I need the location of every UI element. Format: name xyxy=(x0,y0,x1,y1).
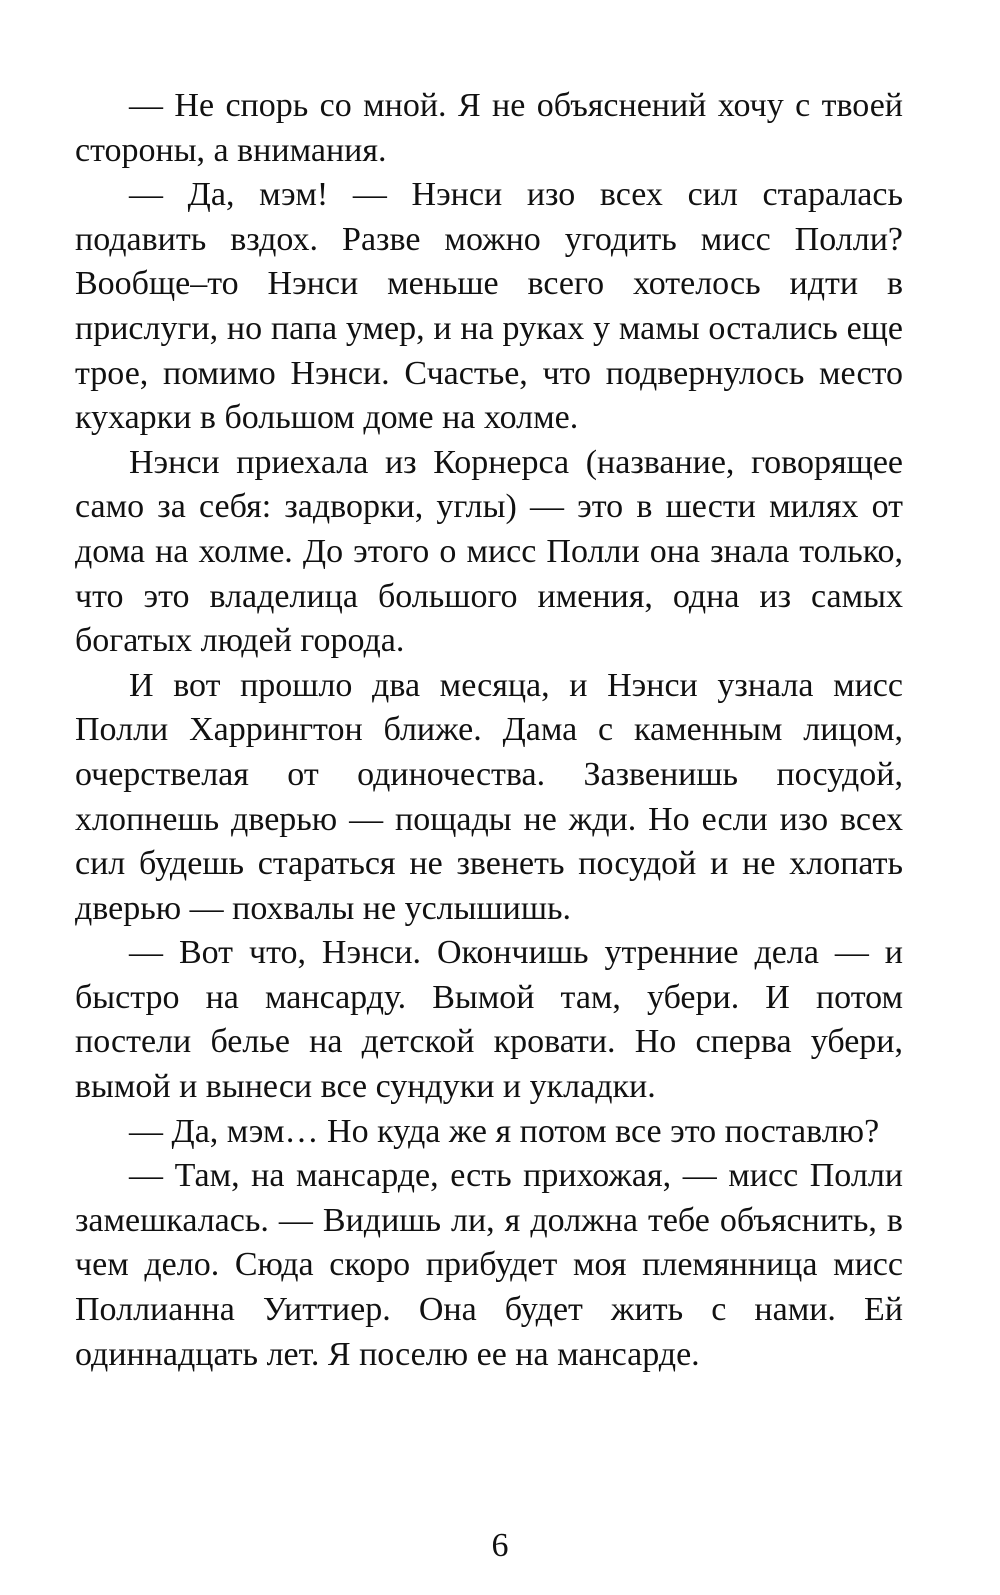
page-number: 6 xyxy=(491,1527,509,1564)
paragraph-6: — Да, мэм… Но куда же я потом все это поставлю? xyxy=(129,1112,880,1150)
paragraph-3: Нэнси приехала из Корнерса (название, говорящее само за себя: задворки, углы) — это в шести милях от дома на холме. До этого о мисс Полли она знала только, что это владелица большого имения, одна из самых богатых людей города. xyxy=(75,443,903,660)
paragraph-2: — Да, мэм! — Нэнси изо всех сил старалась подавить вздох. Разве можно угодить мисс Полли? Вообще–то Нэнси меньше всего хотелось идти в прислуги, но папа умер, и на руках у мамы остались еще трое, помимо Нэнси. Счастье, что подвернулось место кухарки в большом доме на холме. xyxy=(75,176,903,437)
paragraph-1: — Не спорь со мной. Я не объяснений хочу с твоей стороны, а внимания. xyxy=(75,87,903,169)
paragraph-5: — Вот что, Нэнси. Окончишь утренние дела — и быстро на мансарду. Вымой там, убери. И потом постели белье на детской кровати. Но сперва убери, вымой и вынеси все сундуки и укладки. xyxy=(75,934,903,1106)
paragraph-4: И вот прошло два месяца, и Нэнси узнала мисс Полли Харрингтон ближе. Дама с каменным лицом, очерствелая от одиночества. Зазвенишь посудой, хлопнешь дверью — пощады не жди. Но если изо всех сил будешь стараться не звенеть посудой и не хлопать дверью — похвалы не услышишь. xyxy=(75,666,903,927)
paragraph-7: — Там, на мансарде, есть прихожая, — мисс Полли замешкалась. — Видишь ли, я должна тебе объяснить, в чем дело. Сюда скоро прибудет моя племянница мисс Поллианна Уиттиер. Она будет жить с нами. Ей одиннадцать лет. Я поселю ее на мансарде. xyxy=(75,1157,903,1373)
body-text xyxy=(75,84,903,1377)
